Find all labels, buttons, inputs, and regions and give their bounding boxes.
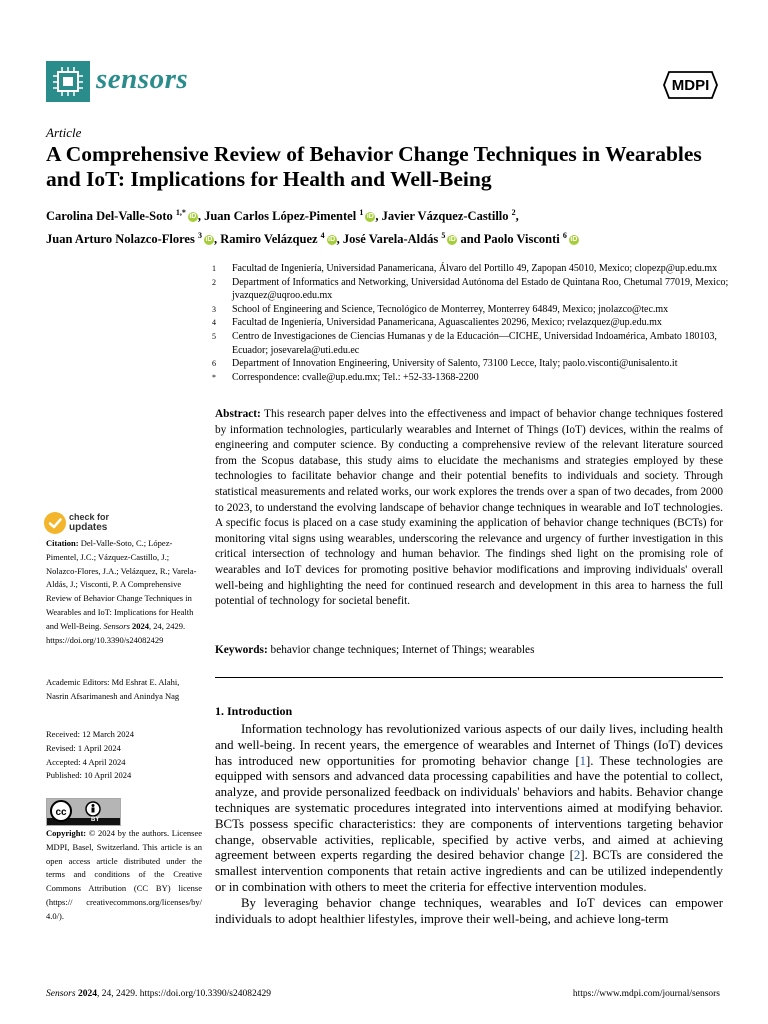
author-name: José Varela-Aldás (342, 232, 439, 247)
check-for-updates-button[interactable] (44, 512, 144, 536)
copyright-block (46, 827, 202, 924)
orcid-icon[interactable]: iD (328, 236, 336, 244)
affiliation-item (212, 276, 732, 303)
abstract-label: Abstract: (215, 408, 261, 420)
reference-link[interactable]: 1 (579, 753, 586, 768)
paragraph-text: ]. These technologies are equipped with sensors and advanced data processing capabilities and have the potential to collect, analyze, and provide personalized feedback on individuals' behaviors and habits. Behavior change techniques are systematic procedures integrated into interventions aimed at modifying behavior. BCTs possess specific characteristics: they are components of interventions targeting behavior change, observable activities, replicable, specified by active verbs, and aimed at achieving agreement between experts regarding the desired behavior change [ (215, 753, 723, 863)
section-heading: 1. Introduction (215, 704, 293, 718)
paper-title: A Comprehensive Review of Behavior Change Techniques in Wearables and IoT: Implications for Health and Well-Being (46, 142, 702, 191)
affiliation-item (212, 316, 732, 330)
affiliation-text: Department of Innovation Engineering, University of Salento, 73100 Lecce, Italy; paolo.visconti@unisalento.it (232, 358, 678, 370)
citation-year: 2024 (132, 620, 150, 631)
affiliation-number: 3 (212, 304, 216, 314)
affiliation-item (212, 262, 732, 276)
affiliation-text: Facultad de Ingeniería, Universidad Panamericana, Álvaro del Portillo 49, Zapopan 45010, Mexico; clopezp@up.edu.mx (232, 263, 718, 274)
paragraph-text: ]. BCTs are considered the smallest intervention components that retain active ingredients and can be utilized independently or in combination with others to meet the criteria for effective intervention modules. (215, 848, 724, 894)
check-line2: updates (69, 521, 108, 533)
affiliation-number: 4 (212, 318, 216, 328)
affiliation-text: Facultad de Ingeniería, Universidad Panamericana, Aguascalientes 20296, Mexico; rvelazquez@up.edu.mx (232, 317, 662, 329)
author-name: Javier Vázquez-Castillo (381, 209, 509, 224)
footer-journal-url[interactable]: https://www.mdpi.com/journal/sensors (572, 989, 720, 999)
orcid-icon[interactable]: iD (205, 236, 213, 244)
correspondence (212, 371, 732, 385)
affiliation-number: 1 (212, 264, 216, 273)
author-affil-mark: 2 (511, 208, 516, 217)
affiliation-text: Department of Informatics and Networking, Universidad Autónoma del Estado de Quintana Roo, Chetumal 77019, Mexico; jvazquez@uqroo.edu.mx (232, 276, 729, 302)
dates-block (46, 728, 202, 783)
author-affil-mark: 6 (562, 231, 567, 241)
affiliation-item (212, 357, 732, 371)
author-name: Juan Carlos López-Pimentel (204, 209, 357, 224)
author-name: Juan Arturo Nolazco-Flores (46, 232, 195, 247)
abstract (215, 407, 723, 610)
copyright-text: © 2024 by the authors. Licensee MDPI, Basel, Switzerland. This article is an open access article distributed under the terms and conditions of the Creative Commons Attribution (CC BY) license (https:// creativecommons.org/licenses/by/ 4.0/). (46, 828, 202, 921)
affiliation-number: * (212, 372, 216, 382)
correspondence-text: Correspondence: cvalle@up.edu.mx; Tel.: +52-33-1368-2200 (232, 371, 479, 383)
author-affil-mark: 5 (441, 231, 446, 241)
section-divider (215, 677, 723, 678)
orcid-icon[interactable]: iD (366, 213, 374, 221)
journal-logo-icon (46, 61, 90, 102)
keywords-text: behavior change techniques; Internet of Things; wearables (270, 644, 535, 656)
author-affil-mark: 3 (197, 231, 202, 241)
affiliations (212, 262, 732, 384)
cc-license-badge[interactable] (46, 798, 121, 826)
affiliation-number: 5 (212, 331, 216, 341)
citation-label: Citation: (46, 538, 79, 548)
affiliation-item (212, 330, 732, 357)
received-date: Received: 12 March 2024 (46, 729, 135, 739)
citation-block (46, 537, 202, 647)
paragraph (215, 722, 723, 896)
citation-volume: , 24, 2429. (149, 620, 186, 631)
copyright-label: Copyright: (46, 828, 87, 838)
author-affil-mark: 1 (359, 208, 364, 217)
revised-date: Revised: 1 April 2024 (46, 742, 121, 753)
reference-link[interactable]: 2 (573, 848, 581, 863)
footer-citation (46, 989, 271, 999)
author-name: Carolina Del-Valle-Soto (46, 209, 173, 224)
author-name: Paolo Visconti (483, 232, 560, 247)
author-list: Carolina Del-Valle-Soto $^{1,*}$ iD , Juan Carlos López-Pimentel $^1$ iD , Javier Vázquez-Castillo $^2$, Juan Arturo Nolazco-Flores $^3$ iD , Ramiro Velázquez $^4$ iD , José Varela-Aldás $^5$ iD and Paolo Visconti $^6$ iD (46, 208, 578, 247)
affiliation-number: 2 (212, 277, 216, 287)
orcid-icon[interactable]: iD (189, 213, 197, 221)
affiliation-item (212, 303, 732, 317)
paragraph: By leveraging behavior change techniques, wearables and IoT devices can empower individuals to adopt healthier lifestyles, improve their well-being, and achieve long-term (215, 895, 723, 926)
affiliation-text: Centro de Investigaciones de Ciencias Humanas y de la Educación—CICHE, Universidad Indoamérica, Ambato 180103, Ecuador; josevarela@uti.edu.ec (232, 330, 717, 356)
check-icon (44, 512, 66, 534)
author-affil-mark: 1,* (175, 208, 186, 217)
journal-name[interactable]: sensors (96, 63, 189, 95)
footer-year: 2024 (77, 989, 97, 999)
cc-by-label: BY (91, 817, 100, 823)
author-affil-mark: 4 (320, 231, 325, 241)
publisher-name: MDPI (671, 77, 710, 94)
svg-text:cc: cc (55, 807, 67, 818)
author-name: Ramiro Velázquez (220, 232, 318, 247)
introduction-body (215, 722, 723, 927)
orcid-icon[interactable]: iD (570, 236, 578, 244)
citation-doi-link[interactable]: https://doi.org/10.3390/s24082429 (46, 634, 164, 645)
citation-text: Del-Valle-Soto, C.; López-Pimentel, J.C.; Vázquez-Castillo, J.; Nolazco-Flores, J.A.; Velázquez, R.; Varela-Aldás, J.; Visconti, P. A Comprehensive Review of Behavior Change Techniques in Wearables and IoT: Implications for Health and Well-Being. (46, 538, 197, 631)
footer-doi[interactable]: , 24, 2429. https://doi.org/10.3390/s24082429 (96, 989, 271, 999)
academic-editors: Academic Editors: Md Eshrat E. Alahi, Nasrin Afsarimanesh and Anindya Nag (46, 677, 180, 701)
orcid-icon[interactable]: iD (448, 236, 456, 244)
publisher-logo[interactable] (663, 70, 718, 100)
check-line1: check for (69, 512, 110, 522)
article-type: Article (46, 125, 82, 140)
paragraph-text: Information technology has revolutionized various aspects of our daily lives, including health and well-being. In recent years, the emergence of wearables and Internet of Things (IoT) devices has introduced new opportunities for promoting behavior change [ (215, 722, 723, 768)
check-for-updates-label (69, 513, 109, 532)
abstract-text: This research paper delves into the effectiveness and impact of behavior change techniques fostered by information technologies, particularly wearables and Internet of Things (IoT) devices, within the realms of engineering and computer science. By conducting a comprehensive review of the relevant literature sourced from the Scopus database, this study aims to elucidate the mechanisms and strategies employed by these technologies to facilitate behavior change and their potential benefits to individuals and society. Through statistical measurements and related works, our work explores the trends over a span of two decades, from 2000 to 2023, to understand the evolving landscape of behavior change techniques in wearable and IoT technologies. A specific focus is placed on a case study examining the application of behavior change techniques (BCTs) for monitoring vital signs using wearables, underscoring the relevance and urgency of further investigation in this critical intersection of technology and human behavior. The findings shed light on the promising role of wearables and IoT devices for promoting positive behavior modifications and improving individuals' overall well-being and highlighting the need for continued research and development in this area to harness the full potential of technology for societal benefit. (215, 408, 724, 608)
accepted-date: Accepted: 4 April 2024 (46, 756, 126, 767)
keywords (215, 644, 723, 656)
affiliation-number: 6 (212, 359, 216, 369)
keywords-label: Keywords: (215, 644, 268, 656)
citation-journal: Sensors (103, 620, 130, 631)
affiliation-text: School of Engineering and Science, Tecnológico de Monterrey, Monterrey 64849, Mexico; jnolazco@tec.mx (232, 303, 669, 315)
published-date: Published: 10 April 2024 (46, 770, 132, 781)
footer-journal: Sensors (46, 989, 76, 999)
